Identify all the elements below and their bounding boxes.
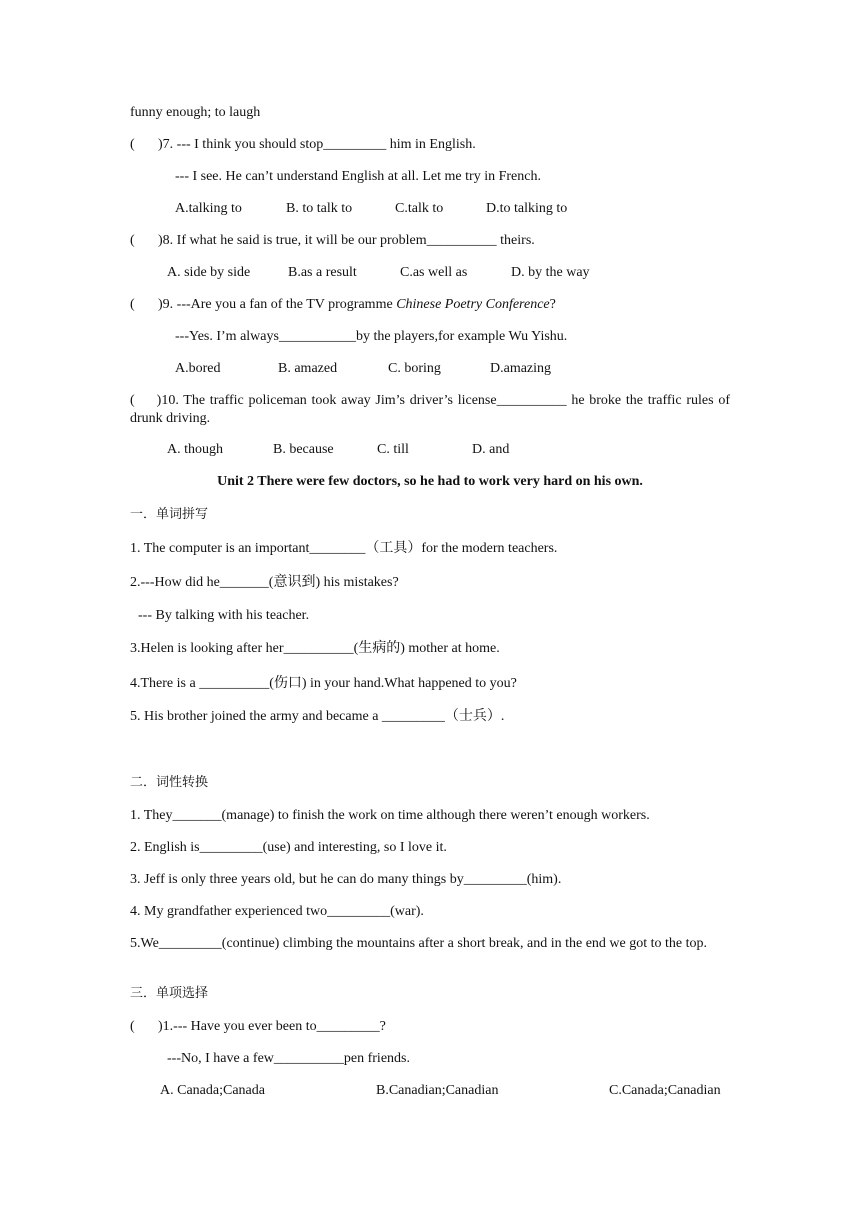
- word-form-item-5: 5.We_________(continue) climbing the mountains after a short break, and in the end we got to the top.: [130, 936, 708, 951]
- question-10: [130, 392, 730, 428]
- section-2-heading: 二．词性转换: [130, 775, 209, 790]
- answer-paren: (: [130, 393, 135, 408]
- programme-title: Chinese Poetry Conference: [396, 297, 550, 312]
- spelling-item-2: 2.---How did he_______(意识到) his mistakes?: [130, 575, 399, 590]
- question-7-reply: --- I see. He can’t understand English at all. Let me try in French.: [175, 169, 541, 184]
- q9-option-a: A.bored: [175, 361, 221, 376]
- question-7-text: )7. --- I think you should stop_________ him in English.: [158, 137, 476, 152]
- choice-question-1-text: )1.--- Have you ever been to_________?: [158, 1019, 386, 1034]
- choice-1-option-a: A. Canada;Canada: [160, 1083, 265, 1098]
- word-form-item-3: 3. Jeff is only three years old, but he can do many things by_________(him).: [130, 872, 562, 887]
- answer-paren: (: [130, 233, 135, 248]
- answer-paren: (: [130, 1019, 135, 1034]
- choice-question-1-reply: ---No, I have a few__________pen friends.: [167, 1051, 410, 1066]
- q10-option-c: C. till: [377, 442, 409, 457]
- word-form-item-4: 4. My grandfather experienced two_________(war).: [130, 904, 424, 919]
- question-8-text: )8. If what he said is true, it will be our problem__________ theirs.: [158, 233, 535, 248]
- question-10-text: )10. The traffic policeman took away Jim’s driver’s license__________ he broke the traffic rules of drunk driving.: [130, 393, 730, 426]
- spelling-item-3: 3.Helen is looking after her__________(生病的) mother at home.: [130, 641, 500, 656]
- q8-option-b: B.as a result: [288, 265, 357, 280]
- q7-option-a: A.talking to: [175, 201, 242, 216]
- choice-1-option-b: B.Canadian;Canadian: [376, 1083, 499, 1098]
- q9-option-d: D.amazing: [490, 361, 552, 376]
- q8-option-a: A. side by side: [167, 265, 251, 280]
- q8-option-c: C.as well as: [400, 265, 468, 280]
- choice-question-1: [130, 1018, 386, 1036]
- q10-option-a: A. though: [167, 442, 223, 457]
- q8-option-d: D. by the way: [511, 265, 590, 280]
- question-9-end: ?: [549, 297, 556, 312]
- q10-option-d: D. and: [472, 442, 510, 457]
- spelling-item-2-reply: --- By talking with his teacher.: [138, 608, 310, 623]
- word-form-item-1: 1. They_______(manage) to finish the work on time although there weren’t enough workers.: [130, 808, 650, 823]
- answer-paren: (: [130, 137, 135, 152]
- section-3-heading: 三．单项选择: [130, 986, 209, 1001]
- unit-title: Unit 2 There were few doctors, so he had to work very hard on his own.: [217, 474, 643, 489]
- q9-option-c: C. boring: [388, 361, 441, 376]
- choice-1-option-c: C.Canada;Canadian: [609, 1083, 721, 1098]
- q7-option-c: C.talk to: [395, 201, 444, 216]
- question-9-text: )9. ---Are you a fan of the TV programme: [158, 297, 397, 312]
- spelling-item-4: 4.There is a __________(伤口) in your hand.What happened to you?: [130, 676, 517, 691]
- q7-option-b: B. to talk to: [286, 201, 353, 216]
- q10-option-b: B. because: [273, 442, 334, 457]
- spelling-item-1: 1. The computer is an important________（工具）for the modern teachers.: [130, 541, 558, 556]
- question-9: [130, 296, 556, 314]
- continued-text: funny enough; to laugh: [130, 105, 261, 120]
- question-8: [130, 232, 535, 250]
- section-1-heading: 一．单词拼写: [130, 507, 209, 522]
- q9-option-b: B. amazed: [278, 361, 338, 376]
- word-form-item-2: 2. English is_________(use) and interesting, so I love it.: [130, 840, 447, 855]
- answer-paren: (: [130, 297, 135, 312]
- question-9-reply: ---Yes. I’m always___________by the players,for example Wu Yishu.: [175, 329, 568, 344]
- spelling-item-5: 5. His brother joined the army and became a _________（士兵）.: [130, 709, 505, 724]
- q7-option-d: D.to talking to: [486, 201, 568, 216]
- question-7: [130, 136, 476, 154]
